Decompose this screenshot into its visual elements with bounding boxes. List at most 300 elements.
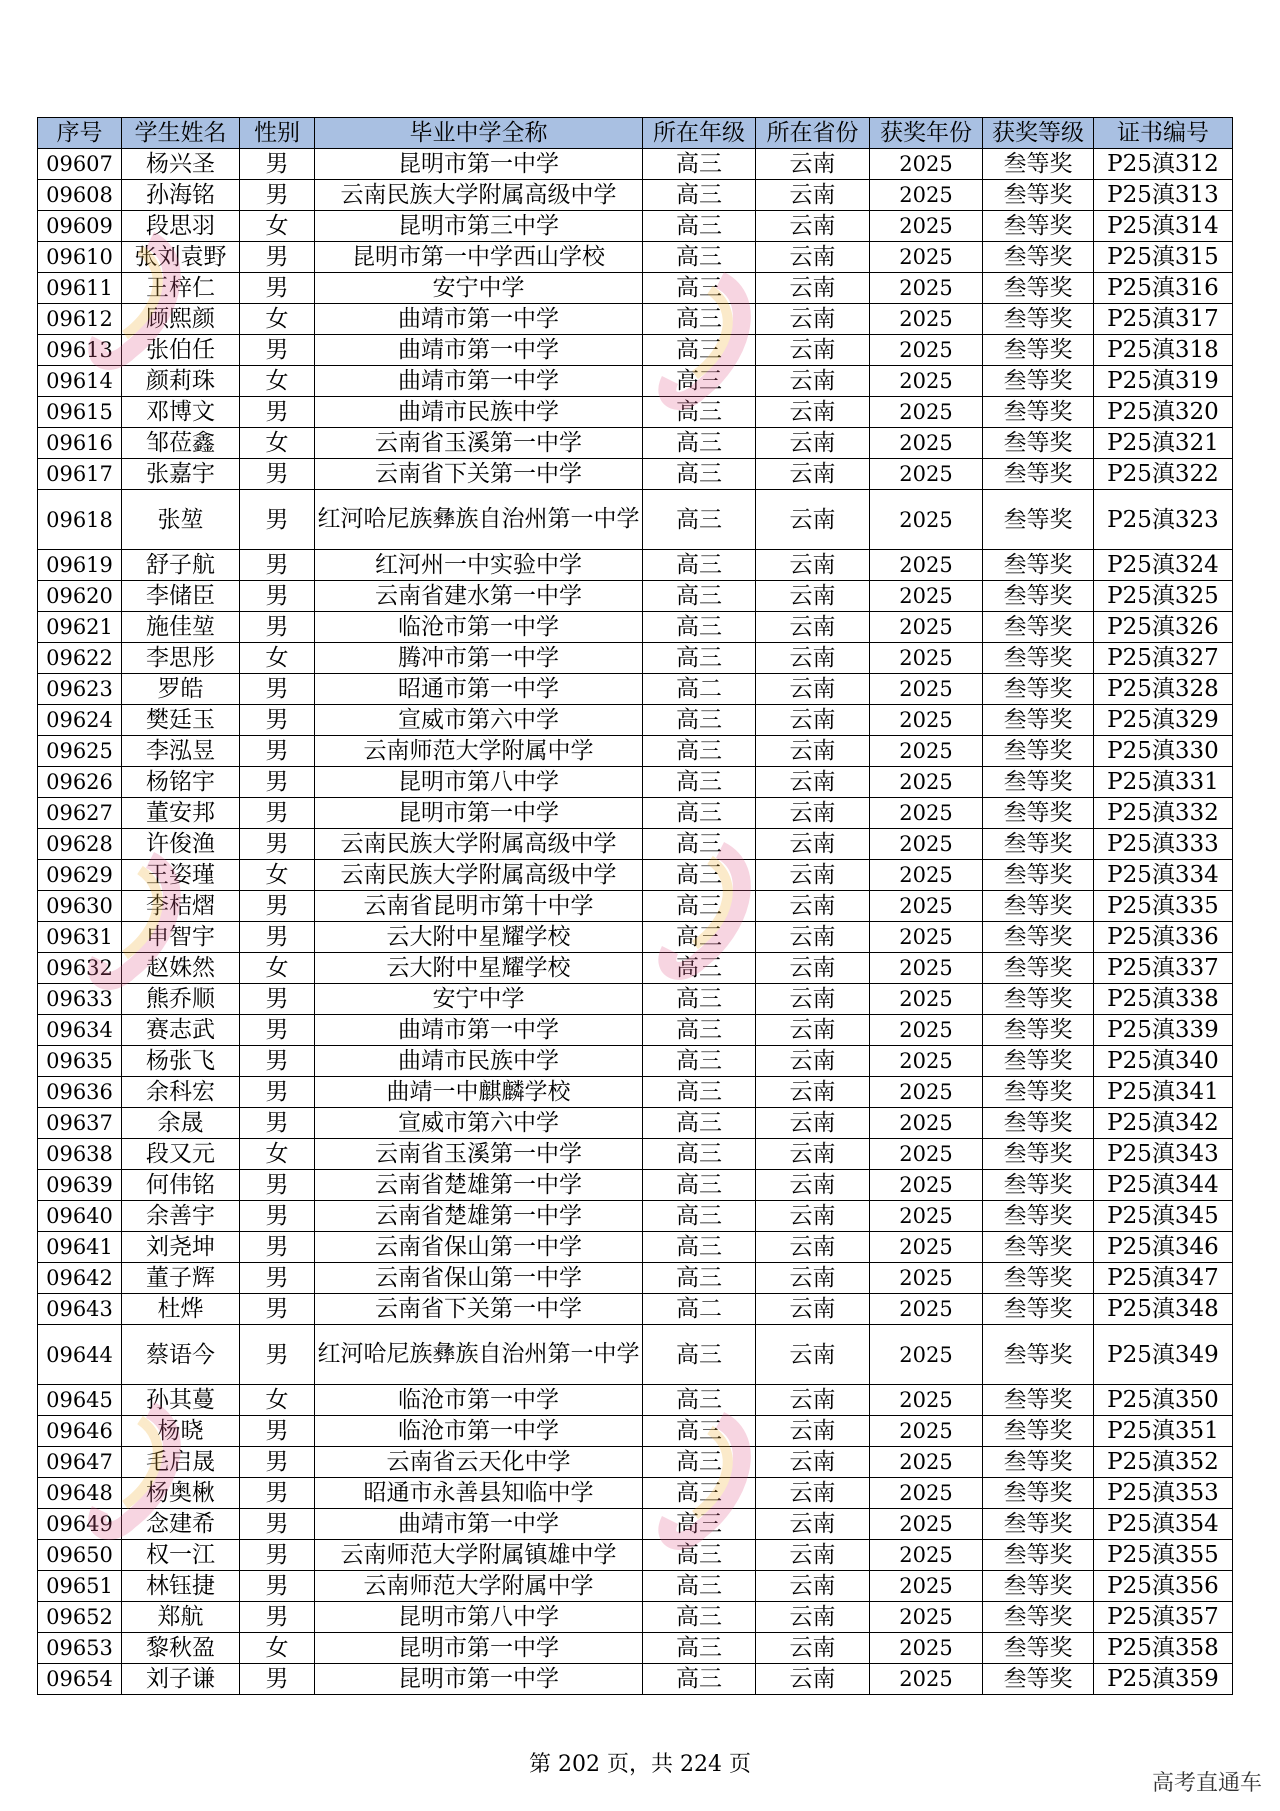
school-cell: 红河州一中实验中学 — [315, 550, 643, 581]
province-cell: 云南 — [756, 1201, 870, 1232]
serial-cell: 09622 — [38, 643, 122, 674]
serial-cell: 09642 — [38, 1263, 122, 1294]
student-name-cell: 张堃 — [122, 490, 240, 550]
province-cell: 云南 — [756, 397, 870, 428]
student-name-cell: 黎秋盈 — [122, 1633, 240, 1664]
year-cell: 2025 — [870, 798, 983, 829]
certificate-cell: P25滇316 — [1094, 273, 1233, 304]
year-cell: 2025 — [870, 1416, 983, 1447]
province-cell: 云南 — [756, 581, 870, 612]
table-row — [38, 490, 1233, 550]
award-cell: 叁等奖 — [983, 1201, 1094, 1232]
grade-cell: 高三 — [643, 211, 756, 242]
student-name-cell: 杨张飞 — [122, 1046, 240, 1077]
year-cell: 2025 — [870, 1108, 983, 1139]
grade-cell: 高三 — [643, 1325, 756, 1385]
award-cell: 叁等奖 — [983, 1015, 1094, 1046]
grade-cell: 高三 — [643, 304, 756, 335]
award-cell: 叁等奖 — [983, 366, 1094, 397]
grade-cell: 高三 — [643, 273, 756, 304]
province-cell: 云南 — [756, 1478, 870, 1509]
province-cell: 云南 — [756, 1015, 870, 1046]
school-cell: 腾冲市第一中学 — [315, 643, 643, 674]
gender-cell: 男 — [240, 1201, 315, 1232]
student-name-cell: 李桔熠 — [122, 891, 240, 922]
student-name-cell: 顾熙颜 — [122, 304, 240, 335]
table-row — [38, 242, 1233, 273]
table-row — [38, 366, 1233, 397]
table-row — [38, 984, 1233, 1015]
province-cell: 云南 — [756, 490, 870, 550]
student-name-cell: 赛志武 — [122, 1015, 240, 1046]
province-cell: 云南 — [756, 1046, 870, 1077]
serial-cell: 09627 — [38, 798, 122, 829]
province-cell: 云南 — [756, 612, 870, 643]
school-cell: 昭通市永善县知临中学 — [315, 1478, 643, 1509]
serial-cell: 09631 — [38, 922, 122, 953]
certificate-cell: P25滇345 — [1094, 1201, 1233, 1232]
award-cell: 叁等奖 — [983, 1108, 1094, 1139]
serial-cell: 09636 — [38, 1077, 122, 1108]
gender-cell: 男 — [240, 674, 315, 705]
gender-cell: 男 — [240, 1294, 315, 1325]
table-row — [38, 1170, 1233, 1201]
province-cell: 云南 — [756, 798, 870, 829]
table-row — [38, 1263, 1233, 1294]
certificate-cell: P25滇317 — [1094, 304, 1233, 335]
certificate-cell: P25滇321 — [1094, 428, 1233, 459]
gender-cell: 男 — [240, 1664, 315, 1695]
year-cell: 2025 — [870, 1201, 983, 1232]
gender-cell: 男 — [240, 1509, 315, 1540]
grade-cell: 高三 — [643, 705, 756, 736]
table-row — [38, 1325, 1233, 1385]
gender-cell: 男 — [240, 1602, 315, 1633]
school-cell: 昆明市第八中学 — [315, 1602, 643, 1633]
gender-cell: 男 — [240, 612, 315, 643]
table-row — [38, 459, 1233, 490]
certificate-cell: P25滇335 — [1094, 891, 1233, 922]
col-header-name: 学生姓名 — [122, 118, 240, 149]
school-cell: 昆明市第三中学 — [315, 211, 643, 242]
certificate-cell: P25滇330 — [1094, 736, 1233, 767]
province-cell: 云南 — [756, 829, 870, 860]
gender-cell: 男 — [240, 891, 315, 922]
award-cell: 叁等奖 — [983, 891, 1094, 922]
school-cell: 云南省云天化中学 — [315, 1447, 643, 1478]
grade-cell: 高三 — [643, 1015, 756, 1046]
school-cell: 昆明市第八中学 — [315, 767, 643, 798]
certificate-cell: P25滇339 — [1094, 1015, 1233, 1046]
serial-cell: 09652 — [38, 1602, 122, 1633]
student-name-cell: 杨晓 — [122, 1416, 240, 1447]
certificate-cell: P25滇353 — [1094, 1478, 1233, 1509]
grade-cell: 高三 — [643, 581, 756, 612]
table-row — [38, 1385, 1233, 1416]
student-name-cell: 杨铭宇 — [122, 767, 240, 798]
gender-cell: 男 — [240, 1232, 315, 1263]
serial-cell: 09613 — [38, 335, 122, 366]
year-cell: 2025 — [870, 1664, 983, 1695]
gender-cell: 男 — [240, 1046, 315, 1077]
province-cell: 云南 — [756, 211, 870, 242]
table-row — [38, 581, 1233, 612]
serial-cell: 09615 — [38, 397, 122, 428]
grade-cell: 高三 — [643, 798, 756, 829]
year-cell: 2025 — [870, 304, 983, 335]
gender-cell: 男 — [240, 1263, 315, 1294]
gender-cell: 男 — [240, 984, 315, 1015]
student-name-cell: 申智宇 — [122, 922, 240, 953]
gender-cell: 男 — [240, 1077, 315, 1108]
award-cell: 叁等奖 — [983, 1139, 1094, 1170]
certificate-cell: P25滇349 — [1094, 1325, 1233, 1385]
student-name-cell: 林钰捷 — [122, 1571, 240, 1602]
certificate-cell: P25滇333 — [1094, 829, 1233, 860]
school-cell: 曲靖市第一中学 — [315, 1015, 643, 1046]
table-row — [38, 798, 1233, 829]
serial-cell: 09640 — [38, 1201, 122, 1232]
province-cell: 云南 — [756, 1602, 870, 1633]
table-row — [38, 1294, 1233, 1325]
gender-cell: 女 — [240, 428, 315, 459]
table-row — [38, 1015, 1233, 1046]
province-cell: 云南 — [756, 242, 870, 273]
certificate-cell: P25滇355 — [1094, 1540, 1233, 1571]
award-cell: 叁等奖 — [983, 643, 1094, 674]
grade-cell: 高三 — [643, 459, 756, 490]
year-cell: 2025 — [870, 705, 983, 736]
award-cell: 叁等奖 — [983, 1046, 1094, 1077]
serial-cell: 09643 — [38, 1294, 122, 1325]
serial-cell: 09651 — [38, 1571, 122, 1602]
province-cell: 云南 — [756, 1385, 870, 1416]
col-header-province: 所在省份 — [756, 118, 870, 149]
table-body — [38, 149, 1233, 1695]
grade-cell: 高三 — [643, 1447, 756, 1478]
year-cell: 2025 — [870, 922, 983, 953]
student-name-cell: 张伯任 — [122, 335, 240, 366]
gender-cell: 男 — [240, 581, 315, 612]
certificate-cell: P25滇332 — [1094, 798, 1233, 829]
grade-cell: 高三 — [643, 984, 756, 1015]
school-cell: 曲靖市第一中学 — [315, 366, 643, 397]
award-cell: 叁等奖 — [983, 829, 1094, 860]
student-name-cell: 张刘袁野 — [122, 242, 240, 273]
year-cell: 2025 — [870, 829, 983, 860]
serial-cell: 09612 — [38, 304, 122, 335]
certificate-cell: P25滇315 — [1094, 242, 1233, 273]
school-cell: 曲靖市第一中学 — [315, 335, 643, 366]
year-cell: 2025 — [870, 1509, 983, 1540]
table-row — [38, 1571, 1233, 1602]
student-name-cell: 赵姝然 — [122, 953, 240, 984]
table-row — [38, 1664, 1233, 1695]
year-cell: 2025 — [870, 397, 983, 428]
gender-cell: 男 — [240, 922, 315, 953]
certificate-cell: P25滇338 — [1094, 984, 1233, 1015]
gender-cell: 男 — [240, 1325, 315, 1385]
province-cell: 云南 — [756, 180, 870, 211]
student-name-cell: 熊乔顺 — [122, 984, 240, 1015]
school-cell: 宣威市第六中学 — [315, 705, 643, 736]
school-cell: 临沧市第一中学 — [315, 1385, 643, 1416]
grade-cell: 高三 — [643, 550, 756, 581]
certificate-cell: P25滇323 — [1094, 490, 1233, 550]
gender-cell: 男 — [240, 273, 315, 304]
gender-cell: 男 — [240, 1447, 315, 1478]
grade-cell: 高三 — [643, 1385, 756, 1416]
grade-cell: 高三 — [643, 180, 756, 211]
school-cell: 曲靖市第一中学 — [315, 304, 643, 335]
grade-cell: 高三 — [643, 335, 756, 366]
school-cell: 云大附中星耀学校 — [315, 922, 643, 953]
grade-cell: 高二 — [643, 1294, 756, 1325]
school-cell: 云南省楚雄第一中学 — [315, 1201, 643, 1232]
award-cell: 叁等奖 — [983, 1633, 1094, 1664]
table-row — [38, 397, 1233, 428]
year-cell: 2025 — [870, 550, 983, 581]
year-cell: 2025 — [870, 1540, 983, 1571]
school-cell: 云南省楚雄第一中学 — [315, 1170, 643, 1201]
serial-cell: 09619 — [38, 550, 122, 581]
award-cell: 叁等奖 — [983, 1664, 1094, 1695]
serial-cell: 09608 — [38, 180, 122, 211]
student-name-cell: 何伟铭 — [122, 1170, 240, 1201]
student-name-cell: 蔡语今 — [122, 1325, 240, 1385]
province-cell: 云南 — [756, 705, 870, 736]
table-row — [38, 211, 1233, 242]
table-row — [38, 428, 1233, 459]
year-cell: 2025 — [870, 1170, 983, 1201]
serial-cell: 09629 — [38, 860, 122, 891]
award-cell: 叁等奖 — [983, 550, 1094, 581]
grade-cell: 高三 — [643, 891, 756, 922]
student-name-cell: 董安邦 — [122, 798, 240, 829]
serial-cell: 09653 — [38, 1633, 122, 1664]
award-cell: 叁等奖 — [983, 581, 1094, 612]
school-cell: 云南省下关第一中学 — [315, 1294, 643, 1325]
school-cell: 云南省保山第一中学 — [315, 1232, 643, 1263]
certificate-cell: P25滇337 — [1094, 953, 1233, 984]
grade-cell: 高三 — [643, 767, 756, 798]
student-name-cell: 孙海铭 — [122, 180, 240, 211]
certificate-cell: P25滇322 — [1094, 459, 1233, 490]
school-cell: 云大附中星耀学校 — [315, 953, 643, 984]
award-cell: 叁等奖 — [983, 860, 1094, 891]
serial-cell: 09635 — [38, 1046, 122, 1077]
gender-cell: 女 — [240, 643, 315, 674]
certificate-cell: P25滇342 — [1094, 1108, 1233, 1139]
table-row — [38, 1478, 1233, 1509]
serial-cell: 09649 — [38, 1509, 122, 1540]
year-cell: 2025 — [870, 860, 983, 891]
grade-cell: 高三 — [643, 922, 756, 953]
year-cell: 2025 — [870, 1571, 983, 1602]
table-row — [38, 1509, 1233, 1540]
province-cell: 云南 — [756, 1325, 870, 1385]
certificate-cell: P25滇346 — [1094, 1232, 1233, 1263]
table-row — [38, 736, 1233, 767]
year-cell: 2025 — [870, 581, 983, 612]
serial-cell: 09650 — [38, 1540, 122, 1571]
student-name-cell: 施佳堃 — [122, 612, 240, 643]
school-cell: 红河哈尼族彝族自治州第一中学 — [315, 490, 643, 550]
school-cell: 昆明市第一中学 — [315, 798, 643, 829]
province-cell: 云南 — [756, 860, 870, 891]
student-name-cell: 毛启晟 — [122, 1447, 240, 1478]
year-cell: 2025 — [870, 643, 983, 674]
gender-cell: 女 — [240, 1633, 315, 1664]
certificate-cell: P25滇357 — [1094, 1602, 1233, 1633]
gender-cell: 男 — [240, 242, 315, 273]
year-cell: 2025 — [870, 1294, 983, 1325]
serial-cell: 09637 — [38, 1108, 122, 1139]
school-cell: 曲靖市民族中学 — [315, 397, 643, 428]
certificate-cell: P25滇336 — [1094, 922, 1233, 953]
province-cell: 云南 — [756, 459, 870, 490]
student-name-cell: 许俊渔 — [122, 829, 240, 860]
grade-cell: 高三 — [643, 242, 756, 273]
award-cell: 叁等奖 — [983, 149, 1094, 180]
grade-cell: 高三 — [643, 1139, 756, 1170]
award-cell: 叁等奖 — [983, 1416, 1094, 1447]
serial-cell: 09616 — [38, 428, 122, 459]
certificate-cell: P25滇344 — [1094, 1170, 1233, 1201]
student-name-cell: 杜烨 — [122, 1294, 240, 1325]
serial-cell: 09638 — [38, 1139, 122, 1170]
award-cell: 叁等奖 — [983, 335, 1094, 366]
province-cell: 云南 — [756, 674, 870, 705]
school-cell: 昆明市第一中学 — [315, 149, 643, 180]
table-row — [38, 1108, 1233, 1139]
gender-cell: 女 — [240, 1385, 315, 1416]
table-row — [38, 180, 1233, 211]
award-cell: 叁等奖 — [983, 1509, 1094, 1540]
grade-cell: 高三 — [643, 149, 756, 180]
serial-cell: 09626 — [38, 767, 122, 798]
province-cell: 云南 — [756, 1294, 870, 1325]
year-cell: 2025 — [870, 674, 983, 705]
grade-cell: 高三 — [643, 1077, 756, 1108]
student-name-cell: 李思彤 — [122, 643, 240, 674]
year-cell: 2025 — [870, 612, 983, 643]
province-cell: 云南 — [756, 550, 870, 581]
serial-cell: 09609 — [38, 211, 122, 242]
serial-cell: 09628 — [38, 829, 122, 860]
province-cell: 云南 — [756, 1263, 870, 1294]
grade-cell: 高三 — [643, 366, 756, 397]
province-cell: 云南 — [756, 1108, 870, 1139]
school-cell: 曲靖市民族中学 — [315, 1046, 643, 1077]
table-row — [38, 674, 1233, 705]
grade-cell: 高三 — [643, 1540, 756, 1571]
school-cell: 云南省昆明市第十中学 — [315, 891, 643, 922]
school-cell: 曲靖一中麒麟学校 — [315, 1077, 643, 1108]
table-row — [38, 612, 1233, 643]
year-cell: 2025 — [870, 335, 983, 366]
grade-cell: 高三 — [643, 1046, 756, 1077]
award-cell: 叁等奖 — [983, 767, 1094, 798]
brand-label: 高考直通车 — [1151, 1771, 1262, 1796]
gender-cell: 男 — [240, 1571, 315, 1602]
school-cell: 云南省玉溪第一中学 — [315, 428, 643, 459]
gender-cell: 男 — [240, 149, 315, 180]
serial-cell: 09625 — [38, 736, 122, 767]
gender-cell: 男 — [240, 397, 315, 428]
serial-cell: 09620 — [38, 581, 122, 612]
award-cell: 叁等奖 — [983, 1170, 1094, 1201]
gender-cell: 男 — [240, 459, 315, 490]
award-cell: 叁等奖 — [983, 459, 1094, 490]
gender-cell: 女 — [240, 211, 315, 242]
gender-cell: 男 — [240, 736, 315, 767]
gender-cell: 男 — [240, 1416, 315, 1447]
table-row — [38, 705, 1233, 736]
certificate-cell: P25滇325 — [1094, 581, 1233, 612]
serial-cell: 09611 — [38, 273, 122, 304]
table-row — [38, 273, 1233, 304]
school-cell: 红河哈尼族彝族自治州第一中学 — [315, 1325, 643, 1385]
certificate-cell: P25滇324 — [1094, 550, 1233, 581]
year-cell: 2025 — [870, 1633, 983, 1664]
year-cell: 2025 — [870, 459, 983, 490]
province-cell: 云南 — [756, 1633, 870, 1664]
year-cell: 2025 — [870, 366, 983, 397]
award-cell: 叁等奖 — [983, 984, 1094, 1015]
province-cell: 云南 — [756, 1077, 870, 1108]
award-table — [37, 117, 1233, 1695]
certificate-cell: P25滇356 — [1094, 1571, 1233, 1602]
table-row — [38, 1540, 1233, 1571]
student-name-cell: 余科宏 — [122, 1077, 240, 1108]
table-row — [38, 149, 1233, 180]
certificate-cell: P25滇331 — [1094, 767, 1233, 798]
serial-cell: 09648 — [38, 1478, 122, 1509]
province-cell: 云南 — [756, 953, 870, 984]
year-cell: 2025 — [870, 273, 983, 304]
province-cell: 云南 — [756, 273, 870, 304]
year-cell: 2025 — [870, 1077, 983, 1108]
table-row — [38, 1139, 1233, 1170]
province-cell: 云南 — [756, 1664, 870, 1695]
school-cell: 宣威市第六中学 — [315, 1108, 643, 1139]
serial-cell: 09610 — [38, 242, 122, 273]
grade-cell: 高三 — [643, 953, 756, 984]
col-header-serial: 序号 — [38, 118, 122, 149]
grade-cell: 高三 — [643, 1571, 756, 1602]
province-cell: 云南 — [756, 1139, 870, 1170]
award-cell: 叁等奖 — [983, 304, 1094, 335]
student-name-cell: 舒子航 — [122, 550, 240, 581]
year-cell: 2025 — [870, 1325, 983, 1385]
year-cell: 2025 — [870, 242, 983, 273]
grade-cell: 高三 — [643, 1416, 756, 1447]
certificate-cell: P25滇348 — [1094, 1294, 1233, 1325]
province-cell: 云南 — [756, 1571, 870, 1602]
table-row — [38, 1232, 1233, 1263]
table-row — [38, 304, 1233, 335]
col-header-gender: 性别 — [240, 118, 315, 149]
school-cell: 云南省下关第一中学 — [315, 459, 643, 490]
province-cell: 云南 — [756, 736, 870, 767]
student-name-cell: 余晟 — [122, 1108, 240, 1139]
grade-cell: 高三 — [643, 1602, 756, 1633]
award-cell: 叁等奖 — [983, 674, 1094, 705]
award-cell: 叁等奖 — [983, 180, 1094, 211]
school-cell: 云南师范大学附属中学 — [315, 736, 643, 767]
award-cell: 叁等奖 — [983, 1232, 1094, 1263]
